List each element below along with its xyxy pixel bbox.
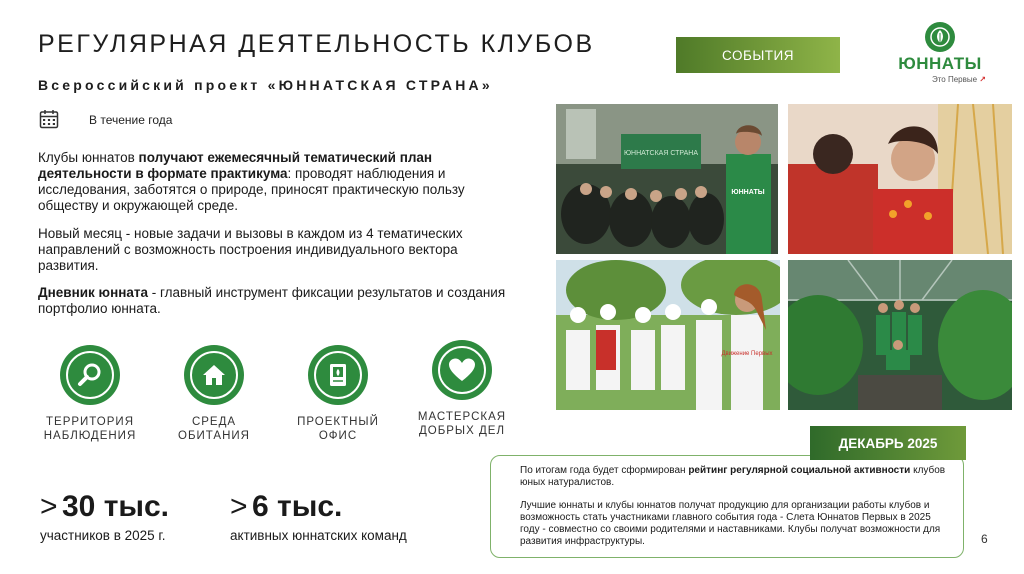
december-rewards-text: Лучшие юннаты и клубы юннатов получат продукцию для организации работы клубов и возможность стать участниками главного события года - Слета Юннатов Первых в 2025 году - совместно со своими родителями и наставниками. Клубы получат возможности для развития инфраструктуры. (520, 500, 941, 547)
logo-name: ЮННАТЫ (898, 54, 982, 73)
category-good-deeds: МАСТЕРСКАЯ ДОБРЫХ ДЕЛ (402, 340, 522, 438)
svg-text:Движение Первых: Движение Первых (721, 351, 773, 357)
photo-greenhouse (788, 260, 1012, 410)
stat-participants: > 30 тыс. участников в 2025 г. (40, 490, 170, 543)
photo-craft (788, 104, 1012, 254)
events-button[interactable]: СОБЫТИЯ (676, 37, 840, 73)
stat-teams: > 6 тыс. активных юннатских команд (230, 490, 407, 543)
paragraph-new-month: Новый месяц - новые задачи и вызовы в каждом из 4 тематических направлений с возможность построения индивидуального вектора развития. (38, 226, 463, 273)
heart-icon (447, 356, 477, 384)
category-observation: ТЕРРИТОРИЯ НАБЛЮДЕНИЯ (30, 345, 150, 443)
home-icon (200, 361, 228, 389)
photo-planting (556, 260, 780, 410)
book-icon (324, 361, 352, 389)
logo-tagline: Это Первые ↗ (931, 75, 986, 84)
paragraph-plan: Клубы юннатов получают ежемесячный тематический план деятельности в формате практикума: проводят наблюдения и исследования, заботятся о природе, приносят практическую пользу обществу и окружающей среде. (38, 150, 465, 213)
svg-text:ЮННАТЫ: ЮННАТЫ (731, 189, 765, 196)
page-title: РЕГУЛЯРНАЯ ДЕЯТЕЛЬНОСТЬ КЛУБОВ (38, 30, 595, 58)
leaf-emblem-icon (925, 22, 955, 52)
december-button[interactable]: ДЕКАБРЬ 2025 (810, 426, 966, 460)
schedule-text: В течение года (89, 113, 173, 127)
page-subtitle: Всероссийский проект «ЮННАТСКАЯ СТРАНА» (38, 77, 493, 93)
photo-conference (556, 104, 778, 254)
page-number: 6 (981, 532, 988, 546)
december-rating-text: По итогам года будет сформирован рейтинг регулярной социальной активности клубов юных натуралистов. (520, 465, 946, 488)
category-project-office: ПРОЕКТНЫЙ ОФИС (278, 345, 398, 443)
paragraph-diary: Дневник юнната - главный инструмент фиксации результатов и создания портфолио юнната. (38, 285, 506, 316)
calendar-icon (39, 109, 59, 129)
svg-text:ЮННАТСКАЯ СТРАНА: ЮННАТСКАЯ СТРАНА (623, 150, 699, 157)
logo (888, 22, 992, 88)
category-habitat: СРЕДА ОБИТАНИЯ (154, 345, 274, 443)
magnifier-icon (76, 361, 104, 389)
